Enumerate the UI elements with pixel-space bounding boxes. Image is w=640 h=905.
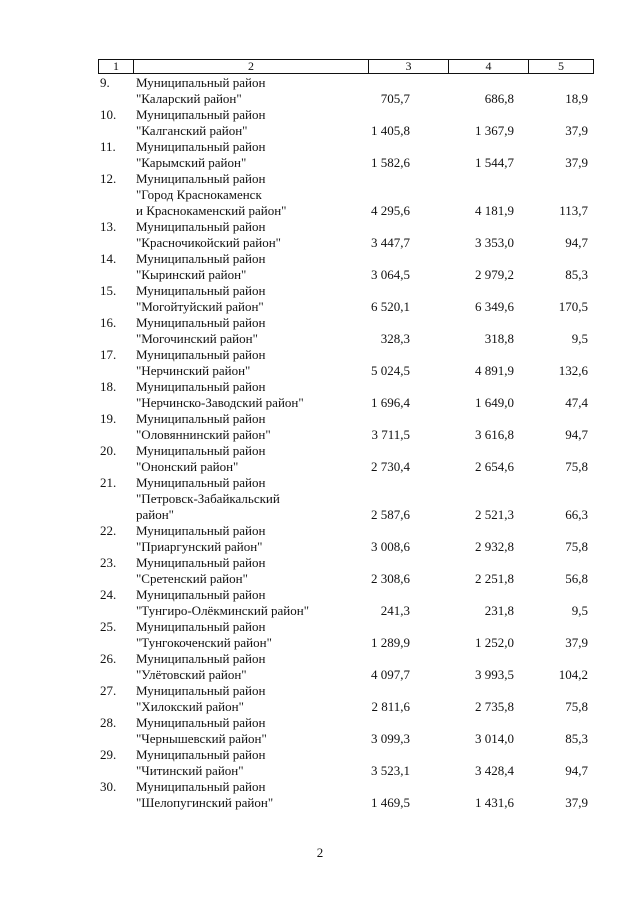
row-name-line: "Улётовский район" [136, 667, 247, 682]
row-value-c3: 2 587,6 [371, 507, 410, 522]
row-number: 15. [100, 283, 117, 298]
row-name-line: Муниципальный район [136, 475, 266, 490]
row-value-c5: 113,7 [559, 203, 588, 218]
table-row [0, 315, 640, 347]
row-value-c4: 2 654,6 [475, 459, 514, 474]
row-value-c4: 231,8 [484, 603, 514, 618]
row-value-c5: 37,9 [565, 155, 588, 170]
row-name [136, 443, 346, 475]
row-name-line: "Тунгиро-Олёкминский район" [136, 603, 310, 618]
row-name-line: Муниципальный район [136, 523, 266, 538]
row-number: 28. [100, 715, 117, 730]
row-value-c5: 94,7 [565, 763, 588, 778]
row-name-line: "Могойтуйский район" [136, 299, 264, 314]
table-row [0, 475, 640, 523]
row-value-c4: 1 649,0 [475, 395, 514, 410]
table-row [0, 523, 640, 555]
row-number: 9. [100, 75, 110, 90]
row-name [136, 475, 346, 523]
row-name-line: Муниципальный район [136, 715, 266, 730]
row-value-c3: 3 008,6 [371, 539, 410, 554]
row-value-c3: 3 099,3 [371, 731, 410, 746]
row-value-c5: 37,9 [565, 795, 588, 810]
header-col-1: 1 [113, 59, 119, 73]
row-name-line: Муниципальный район [136, 619, 266, 634]
row-name [136, 107, 346, 139]
row-number: 24. [100, 587, 117, 602]
row-value-c5: 75,8 [565, 459, 588, 474]
row-name [136, 347, 346, 379]
table-row [0, 587, 640, 619]
row-name [136, 251, 346, 283]
row-name-line: "Калганский район" [136, 123, 248, 138]
row-name [136, 555, 346, 587]
row-name-line: Муниципальный район [136, 171, 266, 186]
row-number: 26. [100, 651, 117, 666]
row-value-c5: 18,9 [565, 91, 588, 106]
row-name-line: Муниципальный район [136, 411, 266, 426]
row-name [136, 139, 346, 171]
row-name-line: Муниципальный район [136, 587, 266, 602]
row-number: 20. [100, 443, 117, 458]
row-name-line: "Кыринский район" [136, 267, 247, 282]
row-name-line: Муниципальный район [136, 443, 266, 458]
table-row [0, 139, 640, 171]
row-name-line: "Приаргунский район" [136, 539, 263, 554]
row-number: 27. [100, 683, 117, 698]
row-name-line: Муниципальный район [136, 555, 266, 570]
row-value-c3: 3 711,5 [371, 427, 410, 442]
table-row [0, 715, 640, 747]
table-row [0, 411, 640, 443]
table-row [0, 75, 640, 107]
row-name-line: Муниципальный район [136, 75, 266, 90]
row-name [136, 651, 346, 683]
row-name-line: Муниципальный район [136, 251, 266, 266]
row-name-line: "Ононский район" [136, 459, 239, 474]
row-value-c4: 4 181,9 [475, 203, 514, 218]
row-name-line: "Город Краснокаменск [136, 187, 262, 202]
row-value-c4: 2 521,3 [475, 507, 514, 522]
row-number: 30. [100, 779, 117, 794]
row-name-line: Муниципальный район [136, 347, 266, 362]
row-number: 16. [100, 315, 117, 330]
row-value-c3: 241,3 [380, 603, 410, 618]
row-name-line: район" [136, 507, 174, 522]
row-name [136, 219, 346, 251]
table-row [0, 347, 640, 379]
row-value-c3: 1 405,8 [371, 123, 410, 138]
row-name [136, 523, 346, 555]
row-name-line: "Сретенский район" [136, 571, 248, 586]
table-row [0, 219, 640, 251]
row-number: 10. [100, 107, 117, 122]
row-value-c4: 318,8 [484, 331, 514, 346]
row-name-line: "Петровск-Забайкальский [136, 491, 280, 506]
row-value-c4: 2 979,2 [475, 267, 514, 282]
row-name-line: "Нерчинско-Заводский район" [136, 395, 304, 410]
header-col-2: 2 [133, 60, 368, 73]
row-name-line: "Шелопугинский район" [136, 795, 274, 810]
row-value-c5: 132,6 [558, 363, 588, 378]
row-value-c4: 4 891,9 [475, 363, 514, 378]
row-value-c5: 94,7 [565, 235, 588, 250]
row-name-line: "Хилокский район" [136, 699, 244, 714]
row-name [136, 683, 346, 715]
row-value-c4: 3 616,8 [475, 427, 514, 442]
row-value-c3: 6 520,1 [371, 299, 410, 314]
row-name-line: "Каларский район" [136, 91, 242, 106]
row-value-c3: 1 289,9 [371, 635, 410, 650]
row-number: 12. [100, 171, 117, 186]
table-row [0, 651, 640, 683]
row-value-c4: 686,8 [484, 91, 514, 106]
row-number: 14. [100, 251, 117, 266]
row-value-c4: 1 544,7 [475, 155, 514, 170]
row-value-c5: 170,5 [558, 299, 588, 314]
row-value-c3: 4 097,7 [371, 667, 410, 682]
row-value-c5: 104,2 [558, 667, 588, 682]
table-row [0, 683, 640, 715]
row-value-c3: 1 696,4 [371, 395, 410, 410]
table-header-row [98, 59, 594, 74]
row-name-line: и Краснокаменский район" [136, 203, 287, 218]
row-name-line: "Читинский район" [136, 763, 244, 778]
row-name-line: Муниципальный район [136, 683, 266, 698]
table-row [0, 779, 640, 811]
row-value-c5: 66,3 [565, 507, 588, 522]
table-row [0, 747, 640, 779]
row-value-c5: 75,8 [565, 699, 588, 714]
row-name-line: Муниципальный район [136, 139, 266, 154]
row-name-line: "Тунгокоченский район" [136, 635, 272, 650]
header-col-4: 4 [448, 60, 528, 73]
row-name-line: "Могочинский район" [136, 331, 258, 346]
row-name-line: Муниципальный район [136, 315, 266, 330]
row-name [136, 715, 346, 747]
row-value-c5: 94,7 [565, 427, 588, 442]
page-number: 2 [316, 845, 324, 860]
row-number: 23. [100, 555, 117, 570]
row-name-line: Муниципальный район [136, 747, 266, 762]
row-value-c4: 2 251,8 [475, 571, 514, 586]
row-value-c5: 47,4 [565, 395, 588, 410]
row-value-c5: 75,8 [565, 539, 588, 554]
row-number: 29. [100, 747, 117, 762]
row-value-c4: 3 428,4 [475, 763, 514, 778]
row-value-c5: 85,3 [565, 731, 588, 746]
row-name [136, 747, 346, 779]
row-name-line: Муниципальный район [136, 779, 266, 794]
row-name [136, 75, 346, 107]
row-value-c3: 1 582,6 [371, 155, 410, 170]
row-value-c5: 9,5 [571, 331, 588, 346]
row-name [136, 587, 346, 619]
row-number: 21. [100, 475, 117, 490]
row-name [136, 379, 346, 411]
table-row [0, 283, 640, 315]
row-name-line: "Чернышевский район" [136, 731, 267, 746]
row-number: 18. [100, 379, 117, 394]
table-row [0, 555, 640, 587]
row-name [136, 315, 346, 347]
row-value-c3: 3 447,7 [371, 235, 410, 250]
row-value-c3: 328,3 [380, 331, 410, 346]
header-col-5: 5 [528, 60, 593, 73]
row-value-c4: 1 431,6 [475, 795, 514, 810]
row-number: 22. [100, 523, 117, 538]
row-value-c5: 37,9 [565, 635, 588, 650]
row-name-line: Муниципальный район [136, 283, 266, 298]
row-value-c3: 4 295,6 [371, 203, 410, 218]
row-number: 13. [100, 219, 117, 234]
row-name [136, 411, 346, 443]
table-row [0, 443, 640, 475]
row-value-c3: 3 523,1 [371, 763, 410, 778]
row-name [136, 619, 346, 651]
table-row [0, 251, 640, 283]
row-value-c5: 85,3 [565, 267, 588, 282]
row-name-line: Муниципальный район [136, 651, 266, 666]
row-name [136, 779, 346, 811]
table-body [0, 75, 640, 811]
row-number: 11. [100, 139, 116, 154]
table-row [0, 107, 640, 139]
row-value-c4: 1 252,0 [475, 635, 514, 650]
row-value-c4: 3 014,0 [475, 731, 514, 746]
table-row [0, 171, 640, 219]
row-value-c4: 6 349,6 [475, 299, 514, 314]
table-row [0, 379, 640, 411]
row-number: 17. [100, 347, 117, 362]
row-name-line: "Оловяннинский район" [136, 427, 271, 442]
row-value-c4: 3 993,5 [475, 667, 514, 682]
row-value-c4: 2 932,8 [475, 539, 514, 554]
header-col-3: 3 [368, 60, 448, 73]
row-name-line: "Карымский район" [136, 155, 247, 170]
row-value-c5: 9,5 [571, 603, 588, 618]
row-number: 25. [100, 619, 117, 634]
row-value-c3: 3 064,5 [371, 267, 410, 282]
row-name-line: Муниципальный район [136, 379, 266, 394]
row-value-c5: 56,8 [565, 571, 588, 586]
table-row [0, 619, 640, 651]
row-value-c3: 1 469,5 [371, 795, 410, 810]
row-number: 19. [100, 411, 117, 426]
row-value-c4: 2 735,8 [475, 699, 514, 714]
row-name [136, 283, 346, 315]
row-value-c3: 2 308,6 [371, 571, 410, 586]
row-value-c5: 37,9 [565, 123, 588, 138]
row-value-c3: 5 024,5 [371, 363, 410, 378]
row-value-c4: 1 367,9 [475, 123, 514, 138]
row-name-line: Муниципальный район [136, 219, 266, 234]
row-name-line: Муниципальный район [136, 107, 266, 122]
row-name [136, 171, 346, 219]
row-name-line: "Красночикойский район" [136, 235, 281, 250]
row-value-c3: 2 730,4 [371, 459, 410, 474]
row-value-c3: 705,7 [380, 91, 410, 106]
row-value-c4: 3 353,0 [475, 235, 514, 250]
row-name-line: "Нерчинский район" [136, 363, 251, 378]
row-value-c3: 2 811,6 [371, 699, 410, 714]
